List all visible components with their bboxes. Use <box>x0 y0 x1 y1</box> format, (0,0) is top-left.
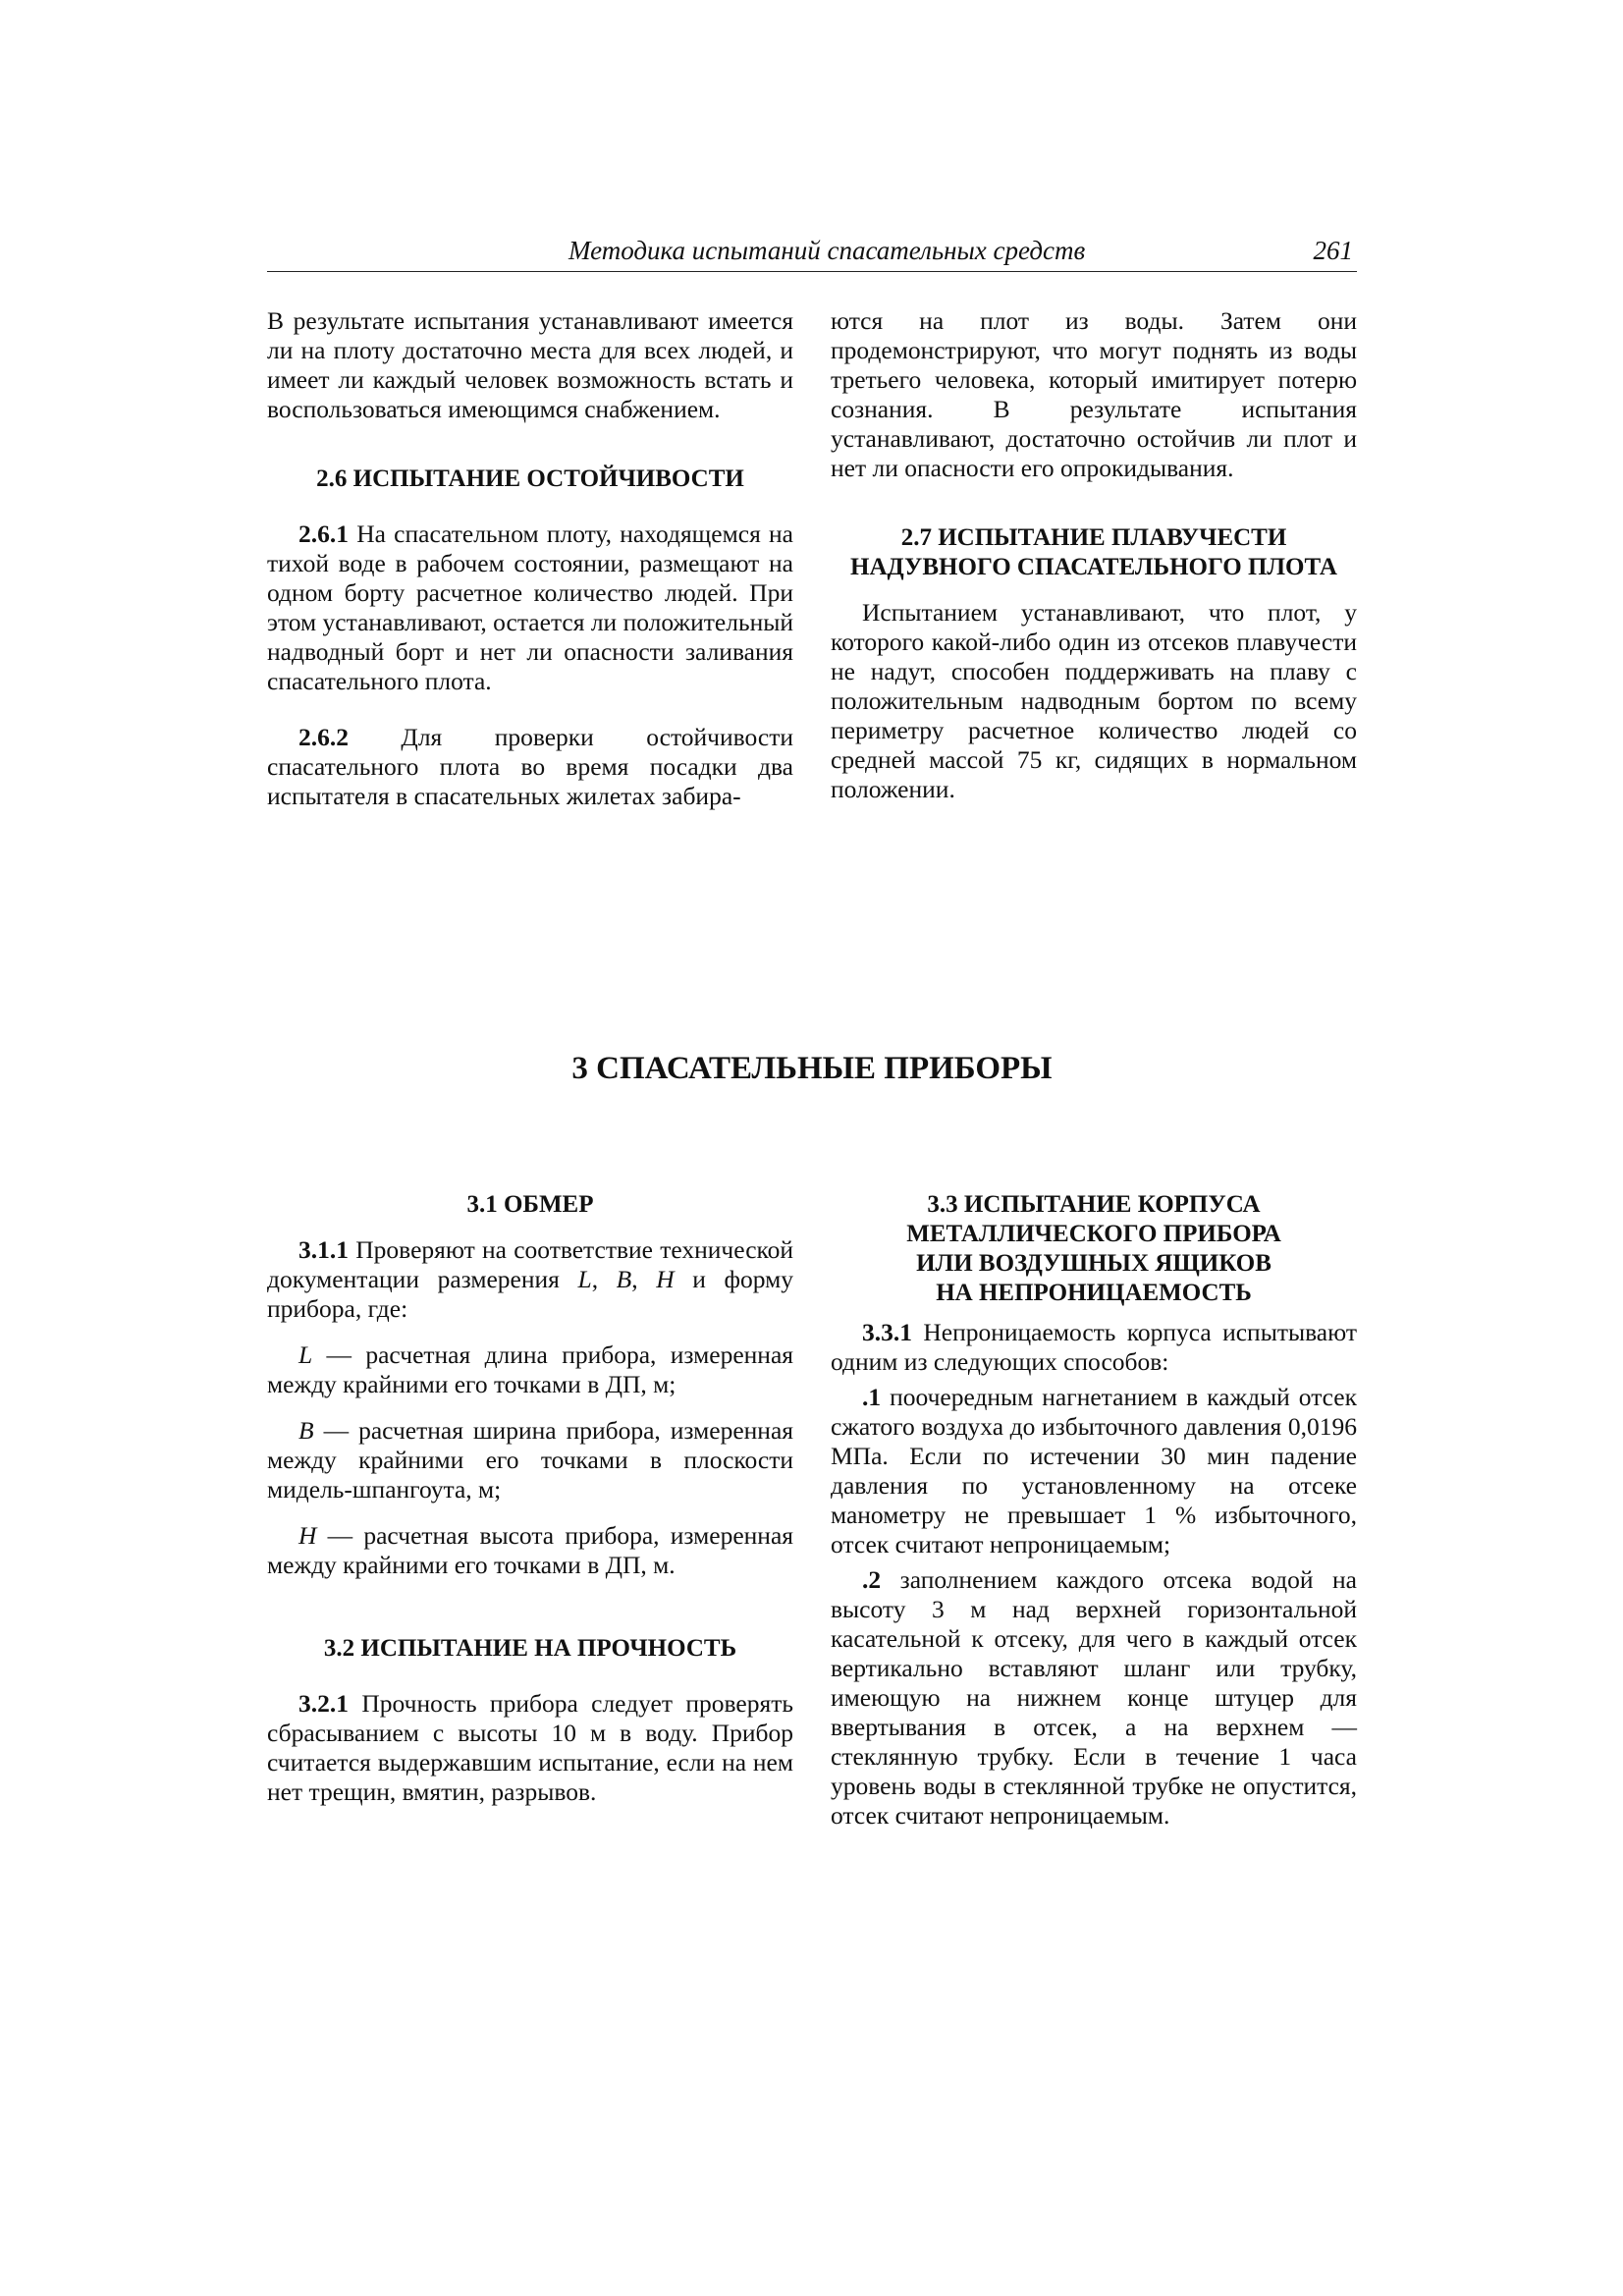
symbol-h: H <box>656 1265 675 1293</box>
clause-text: Непроницаемость корпуса испытывают одним из следующих способов: <box>831 1318 1357 1376</box>
heading-3-1: 3.1 ОБМЕР <box>466 1191 594 1218</box>
intro-paragraph: В результате испытания устанавливают имеется ли на плоту достаточно места для всех людей, и имеет ли каждый человек возможность встать и воспользоваться имеющимся снабжением. <box>267 306 793 423</box>
continuation-paragraph: ются на плот из воды. Затем они продемонстрируют, что могут поднять из воды третьего человека, который имитирует потерю сознания. В результате испытания устанавливают, достаточно остойчив ли плот и нет ли опасности его опрокидывания. <box>831 306 1357 482</box>
chapter-title: 3 СПАСАТЕЛЬНЫЕ ПРИБОРЫ <box>571 1051 1053 1086</box>
clause-number: 3.1.1 <box>298 1235 349 1264</box>
clause-text: и форму прибора, где: <box>267 1265 794 1323</box>
separator: , <box>591 1265 617 1293</box>
separator: , <box>631 1265 657 1293</box>
definition-b <box>267 1416 793 1504</box>
clause-text: Проверяют на соответствие технической документации размерения <box>267 1235 793 1293</box>
symbol-b: B <box>298 1416 314 1445</box>
heading-line: 3.3 ИСПЫТАНИЕ КОРПУСА <box>927 1191 1261 1218</box>
symbol-l: L <box>298 1340 313 1369</box>
lower-right-column <box>831 1190 1357 1831</box>
list-item-2 <box>831 1565 1357 1831</box>
list-item-1 <box>831 1383 1357 1559</box>
paragraph-3-3-1 <box>831 1318 1357 1377</box>
definition-text: — расчетная высота прибора, измеренная между крайними его точками в ДП, м. <box>267 1521 793 1579</box>
heading-2-7 <box>831 523 1357 582</box>
header-title: Методика испытаний спасательных средств <box>568 236 1086 265</box>
definition-h <box>267 1521 793 1580</box>
definition-text: — расчетная длина прибора, измеренная между крайними его точками в ДП, м; <box>267 1340 793 1398</box>
item-number: .2 <box>862 1565 882 1594</box>
symbol-l: L <box>577 1265 592 1293</box>
heading-line: НАДУВНОГО СПАСАТЕЛЬНОГО ПЛОТА <box>850 554 1337 580</box>
clause-number: 2.6.2 <box>298 723 349 751</box>
heading-line: ИЛИ ВОЗДУШНЫХ ЯЩИКОВ <box>916 1250 1271 1277</box>
definition-text: — расчетная ширина прибора, измеренная между крайними его точками в плоскости мидель-шпангоута, м; <box>267 1416 793 1503</box>
symbol-h: H <box>298 1521 317 1550</box>
item-number: .1 <box>862 1383 882 1411</box>
heading-3-2: 3.2 ИСПЫТАНИЕ НА ПРОЧНОСТЬ <box>323 1635 737 1662</box>
paragraph-2-6-2 <box>267 723 793 811</box>
clause-number: 3.2.1 <box>298 1689 349 1718</box>
page-number: 261 <box>1313 236 1353 265</box>
symbol-b: B <box>616 1265 632 1293</box>
running-header <box>267 236 1357 272</box>
heading-line: МЕТАЛЛИЧЕСКОГО ПРИБОРА <box>906 1221 1281 1247</box>
paragraph-3-1-1 <box>267 1235 793 1324</box>
paragraph-3-2-1 <box>267 1689 793 1807</box>
definition-l <box>267 1340 793 1399</box>
upper-right-column <box>831 306 1357 804</box>
lower-left-column <box>267 1190 793 1807</box>
paragraph-2-7: Испытанием устанавливают, что плот, у которого какой-либо один из отсеков плавучести не надут, способен поддерживать на плаву с положительным надводным бортом по всему периметру расчетное количество людей со средней массой 75 кг, сидящих в нормальном положении. <box>831 598 1357 803</box>
heading-line: 2.7 ИСПЫТАНИЕ ПЛАВУЧЕСТИ <box>900 524 1287 551</box>
heading-3-3 <box>831 1190 1357 1308</box>
upper-left-column <box>267 306 793 811</box>
clause-number: 2.6.1 <box>298 519 349 548</box>
clause-text: На спасательном плоту, находящемся на тихой воде в рабочем состоянии, размещают на одном борту расчетное количество людей. При этом устанавливают, остается ли положительный надводный борт и нет ли опасности заливания спасательного плота. <box>267 519 793 695</box>
item-text: поочередным нагнетанием в каждый отсек сжатого воздуха до избыточного давления 0,0196 МПа. Если по истечении 30 мин падение давления по установленному на отсеке манометру не превышает 1 % избыточного, отсек считают непроницаемым; <box>831 1383 1357 1558</box>
clause-text: Прочность прибора следует проверять сбрасыванием с высоты 10 м в воду. Прибор считается выдержавшим испытание, если на нем нет трещин, вмятин, разрывов. <box>267 1689 793 1806</box>
paragraph-2-6-1 <box>267 519 793 696</box>
clause-number: 3.3.1 <box>862 1318 912 1346</box>
heading-2-6: 2.6 ИСПЫТАНИЕ ОСТОЙЧИВОСТИ <box>316 465 744 492</box>
item-text: заполнением каждого отсека водой на высоту 3 м над верхней горизонтальной касательной к отсеку, для чего в каждый отсек вертикально вставляют шланг или трубку, имеющую на нижнем конце штуцер для ввертывания в отсек, а на верхнем — стеклянную трубку. Если в течение 1 часа уровень воды в стеклянной трубке не опустится, отсек считают непроницаемым. <box>831 1565 1357 1830</box>
clause-text: Для проверки остойчивости спасательного плота во время посадки два испытателя в спасательных жилетах забира- <box>267 723 793 810</box>
heading-line: НА НЕПРОНИЦАЕМОСТЬ <box>936 1280 1252 1306</box>
